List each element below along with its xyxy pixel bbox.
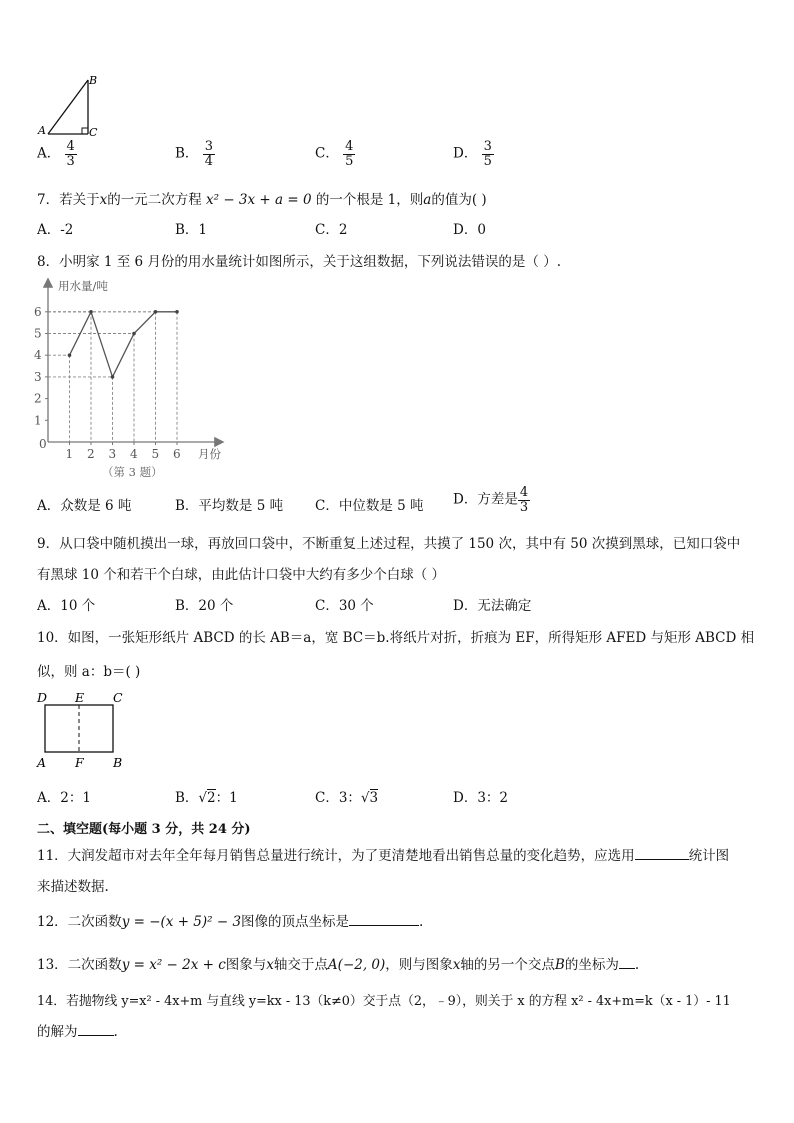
y-tick-label: 2: [34, 391, 42, 406]
y-tick-label: 5: [34, 326, 42, 341]
triangle-figure: [36, 74, 106, 140]
q6-option-d[interactable]: [453, 140, 494, 168]
vertex-label-b: B: [113, 755, 123, 770]
data-point: [89, 310, 93, 314]
y-tick-label: 4: [34, 348, 42, 363]
q10-option-a[interactable]: A．2：1: [37, 790, 91, 806]
water-usage-line-chart: [30, 276, 240, 486]
radicand: 2: [207, 790, 216, 806]
vertex-label-b: B: [89, 74, 98, 87]
data-point: [68, 353, 72, 357]
q8-option-a[interactable]: A．众数是 6 吨: [37, 498, 132, 514]
x-tick-label: 3: [108, 447, 117, 461]
vertex-label-e: E: [75, 690, 85, 705]
q7-option-c[interactable]: C．2: [315, 222, 348, 238]
q10-option-b[interactable]: B．√2：1: [175, 790, 238, 806]
q6-option-c[interactable]: [315, 140, 355, 168]
vertex-label-c: C: [89, 126, 98, 139]
fraction: $\frac{3}{5}$: [483, 139, 492, 169]
q14-stem-line1: 14．若抛物线 y=x² - 4x+m 与直线 y=kx - 13（k≠0）交于点（2，﹣9），则关于 x 的方程 x² - 4x+m=k（x - 1）- 11: [37, 994, 731, 1009]
q8-stem: 8．小明家 1 至 6 月份的用水量统计如图所示，关于这组数据，下列说法错误的是（ ）.: [37, 254, 562, 270]
answer-blank[interactable]: [78, 1023, 114, 1036]
q9-option-b[interactable]: B．20 个: [175, 598, 234, 614]
q10-stem-line2: 似，则 a：b＝( ): [37, 664, 141, 680]
q8-option-b[interactable]: B．平均数是 5 吨: [175, 498, 284, 514]
x-tick-label: 5: [151, 447, 160, 461]
q12-formula: y = −(x + 5)² − 3: [121, 914, 242, 930]
q13-stem: 13．二次函数y = x² − 2x + c图象与x轴交于点A(−2, 0)，则与图象x轴的另一个交点B的坐标为 .: [37, 957, 640, 973]
fraction: $\frac{4}{3}$: [519, 485, 529, 515]
x-tick-label: 4: [130, 447, 138, 461]
q7-equation: x² − 3x + a = 0: [206, 192, 312, 208]
vertex-label-a: A: [37, 755, 47, 770]
q6-option-a[interactable]: [37, 140, 77, 168]
y-tick-label: 1: [34, 413, 42, 428]
y-tick-label: 6: [34, 304, 42, 319]
vertex-label-d: D: [37, 690, 48, 705]
fraction: $\frac{4}{5}$: [345, 139, 354, 169]
data-point: [132, 332, 136, 336]
chart-caption: （第 3 题）: [102, 465, 163, 479]
sqrt-icon: √: [360, 790, 370, 806]
data-point: [111, 375, 115, 379]
q11-stem-line2: 来描述数据.: [37, 879, 109, 895]
q10-stem-line1: 10．如图，一张矩形纸片 ABCD 的长 AB＝a，宽 BC＝b.将纸片对折，折痕为 EF，所得矩形 AFED 与矩形 ABCD 相: [37, 630, 755, 646]
radicand: 3: [369, 790, 379, 806]
data-point: [154, 310, 158, 314]
q14-stem-line2: 的解为 .: [37, 1024, 118, 1040]
q9-option-d[interactable]: D．无法确定: [453, 598, 532, 614]
option-letter: D．: [453, 145, 478, 162]
vertex-label-f: F: [75, 755, 84, 770]
data-point: [175, 310, 179, 314]
q9-option-a[interactable]: A．10 个: [37, 598, 96, 614]
q7-option-b[interactable]: B．1: [175, 222, 208, 238]
q10-option-c[interactable]: C．3：√3: [315, 790, 379, 806]
sqrt-icon: √: [198, 790, 208, 806]
answer-blank[interactable]: [349, 913, 419, 926]
q9-stem-line1: 9．从口袋中随机摸出一球，再放回口袋中，不断重复上述过程，共摸了 150 次，其中有 50 次摸到黑球，已知口袋中: [37, 536, 741, 552]
q9-option-c[interactable]: C．30 个: [315, 598, 374, 614]
vertex-label-a: A: [38, 124, 46, 137]
q8-option-d[interactable]: D．方差是 $\frac{4}{3}$: [453, 485, 529, 515]
q7-option-d[interactable]: D．0: [453, 222, 486, 238]
q11-stem-line1: 11．大润发超市对去年全年每月销售总量进行统计，为了更清楚地看出销售总量的变化趋势，应选用 统计图: [37, 848, 730, 864]
x-tick-label: 1: [65, 447, 74, 461]
rectangle-figure: [34, 688, 134, 772]
q6-option-b[interactable]: [175, 140, 215, 168]
q13-point: A(−2, 0): [327, 957, 386, 973]
q7-stem: 7．若关于x的一元二次方程 x² − 3x + a = 0 的一个根是 1，则a的值为( ): [37, 192, 487, 208]
answer-blank[interactable]: [635, 847, 689, 860]
series-line: [70, 312, 178, 377]
y-axis-label: 用水量/吨: [58, 279, 108, 293]
q9-stem-line2: 有黑球 10 个和若干个白球，由此估计口袋中大约有多少个白球（ ）: [37, 567, 446, 583]
origin-label: 0: [39, 437, 47, 451]
q8-option-c[interactable]: C．中位数是 5 吨: [315, 498, 424, 514]
section-heading: 二、填空题(每小题 3 分，共 24 分): [37, 822, 251, 837]
option-letter: B．: [175, 145, 199, 162]
vertex-label-c: C: [113, 690, 123, 705]
x-axis-label: 月份: [198, 447, 221, 461]
option-letter: A．: [37, 145, 61, 162]
answer-blank[interactable]: [619, 956, 635, 969]
y-tick-label: 3: [34, 369, 42, 384]
fraction: $\frac{4}{3}$: [66, 139, 75, 169]
q10-option-d[interactable]: D．3：2: [453, 790, 509, 806]
option-letter: C．: [315, 145, 339, 162]
q13-formula: y = x² − 2x + c: [121, 957, 226, 973]
x-tick-label: 2: [87, 447, 95, 461]
fraction: $\frac{3}{4}$: [204, 139, 213, 169]
q12-stem: 12．二次函数y = −(x + 5)² − 3图像的顶点坐标是 .: [37, 914, 424, 930]
q7-option-a[interactable]: A．-2: [37, 222, 74, 238]
x-tick-label: 6: [173, 447, 181, 461]
